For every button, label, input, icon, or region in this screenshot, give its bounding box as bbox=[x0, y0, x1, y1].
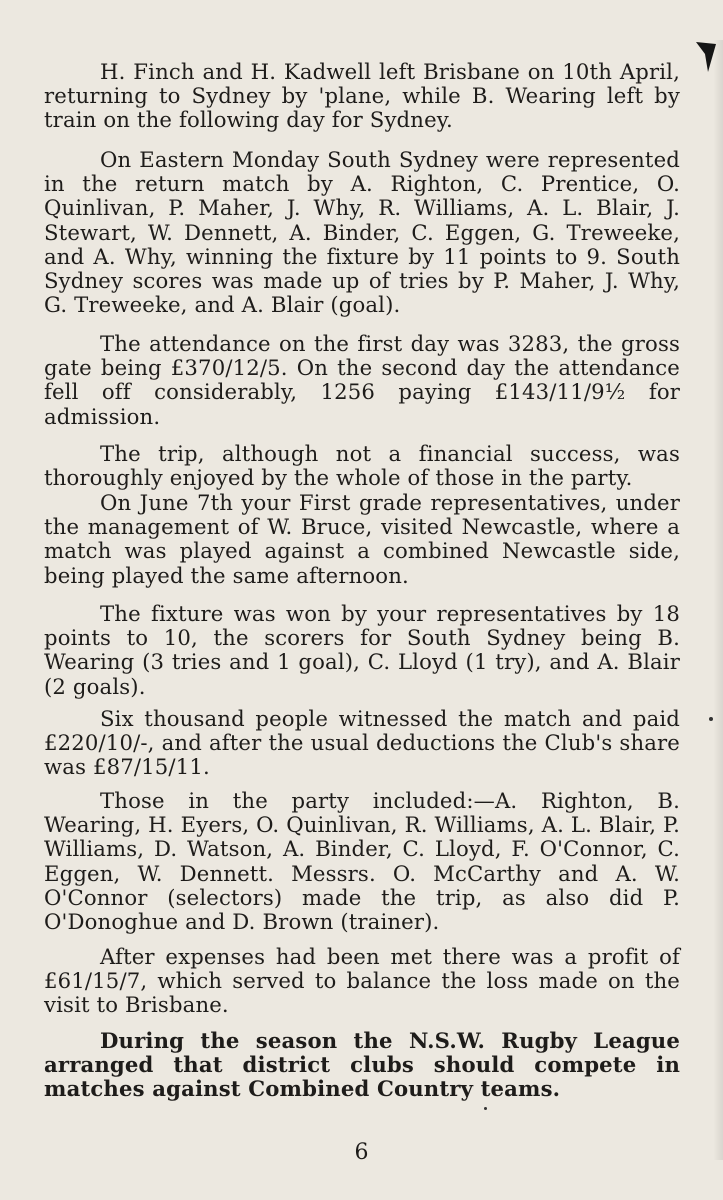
paragraph-8 bbox=[44, 789, 680, 934]
paragraph-6-text: The fixture was won by your representatives by 18 points to 10, the scorers for South Sydney being B. Wearing (3 tries and 1 goal), C. Lloyd (1 try), and A. Blair (2 goals). bbox=[44, 601, 680, 699]
paragraph-3 bbox=[44, 332, 680, 429]
paragraph-5 bbox=[44, 491, 680, 588]
paragraph-10 bbox=[44, 1029, 680, 1102]
paragraph-5-text: On June 7th your First grade representatives, under the management of W. Bruce, visited Newcastle, where a match was played against a combined Newcastle side, being played the same afternoon. bbox=[44, 490, 680, 588]
paragraph-10-text: During the season the N.S.W. Rugby League arranged that district clubs should compete in matches against Combined Country teams. bbox=[44, 1028, 680, 1102]
paragraph-1 bbox=[44, 60, 680, 133]
paragraph-9-text: After expenses had been met there was a profit of £61/15/7, which served to balance the loss made on the visit to Brisbane. bbox=[44, 944, 680, 1018]
page-number: 6 bbox=[354, 1140, 369, 1165]
paragraph-8-text: Those in the party included:—A. Righton, B. Wearing, H. Eyers, O. Quinlivan, R. Williams, A. L. Blair, P. Williams, D. Watson, A. Binder, C. Lloyd, F. O'Connor, C. Eggen, W. Dennett. Messrs. O. McCarthy and A. W. O'Connor (selectors) made the trip, as also did P. O'Donoghue and D. Brown (trainer). bbox=[44, 788, 680, 935]
margin-dot bbox=[709, 717, 713, 721]
page-edge-shadow bbox=[713, 40, 723, 1160]
ink-speck bbox=[484, 1107, 487, 1110]
paragraph-4-text: The trip, although not a financial success, was thoroughly enjoyed by the whole of those in the party. bbox=[44, 441, 680, 491]
paragraph-2-text: On Eastern Monday South Sydney were represented in the return match by A. Righton, C. Prentice, O. Quinlivan, P. Maher, J. Why, R. Williams, A. L. Blair, J. Stewart, W. Dennett, A. Binder, C. Eggen, G. Treweeke, and A. Why, winning the fixture by 11 points to 9. South Sydney scores was made up of tries by P. Maher, J. Why, G. Treweeke, and A. Blair (goal). bbox=[44, 147, 680, 318]
paragraph-4 bbox=[44, 442, 680, 490]
paragraph-7 bbox=[44, 707, 680, 780]
paragraph-3-text: The attendance on the first day was 3283, the gross gate being £370/12/5. On the second day the attendance fell off considerably, 1256 paying £143/11/9½ for admission. bbox=[44, 331, 680, 429]
paragraph-9 bbox=[44, 945, 680, 1018]
paragraph-1-text: H. Finch and H. Kadwell left Brisbane on 10th April, returning to Sydney by 'plane, while B. Wearing left by train on the following day for Sydney. bbox=[44, 59, 680, 133]
paragraph-7-text: Six thousand people witnessed the match and paid £220/10/-, and after the usual deductions the Club's share was £87/15/11. bbox=[44, 706, 680, 780]
paragraph-6 bbox=[44, 602, 680, 699]
corner-mark-icon bbox=[695, 40, 717, 74]
paragraph-2 bbox=[44, 148, 680, 317]
